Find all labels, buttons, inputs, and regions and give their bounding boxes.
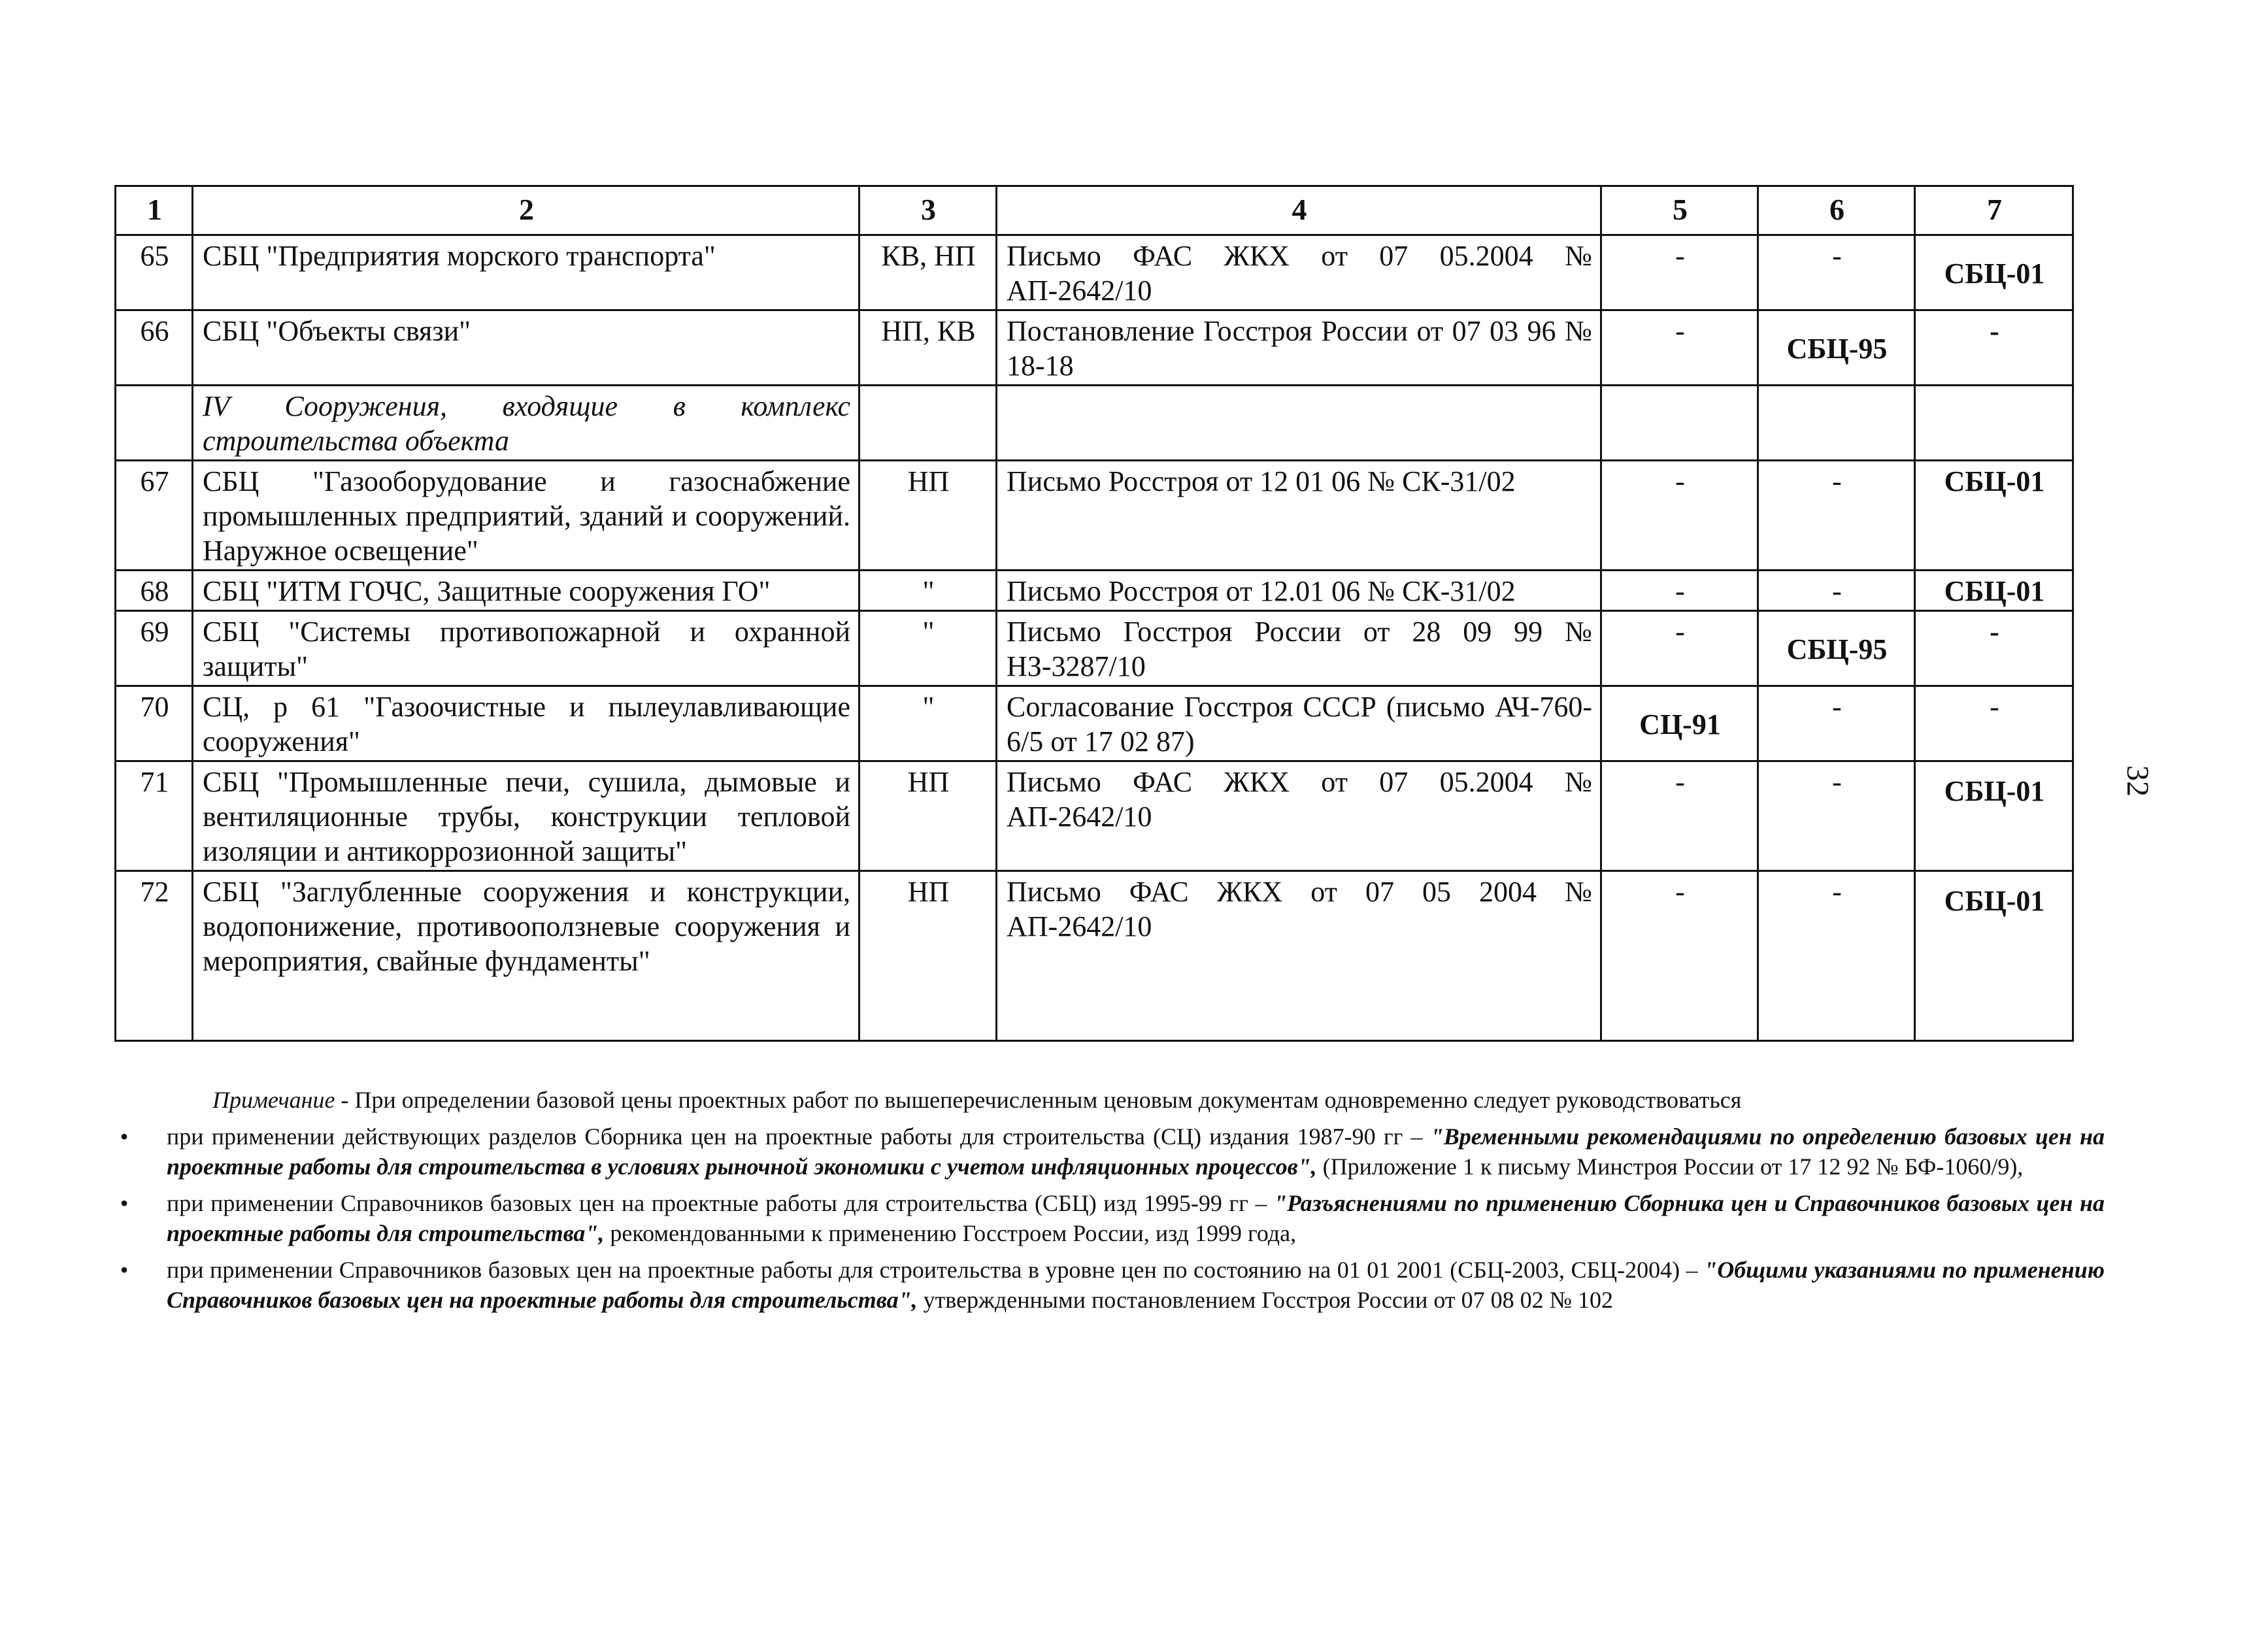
table-row [116,686,2073,761]
note-block [114,1085,2105,1315]
document-name: СБЦ "ИТМ ГОЧС, Защитные сооружения ГО" [193,571,859,611]
document-name: СБЦ "Объекты связи" [193,310,859,386]
col5-value: - [1601,871,1758,1041]
approval-document: Письмо Росстроя от 12 01 06 № СК-31/02 [997,461,1601,571]
section-heading: IV Сооружения, входящие в комплекс строительства объекта [193,386,859,461]
col7-value: СБЦ-01 [1915,461,2073,571]
approval-document: Письмо ФАС ЖКХ от 07 05.2004 № АП-2642/10 [997,235,1601,310]
col5-value: - [1601,571,1758,611]
col5-value: - [1601,310,1758,386]
approval-document: Постановление Госстроя России от 07 03 96 № 18-18 [997,310,1601,386]
col6-value: - [1758,871,1915,1041]
table-row [116,235,2073,310]
work-type: НП [859,761,997,871]
note-item-reference: "Общими указаниями по применению Справочников базовых цен на проектные работы для строительства", [167,1257,2105,1313]
table-section-row [116,386,2073,461]
row-number: 65 [116,235,193,310]
document-name: СБЦ "Предприятия морского транспорта" [193,235,859,310]
note-intro [114,1085,2105,1115]
row-number [116,386,193,461]
table-row [116,571,2073,611]
header-cell: 2 [193,186,859,235]
approval-document: Согласование Госстроя СССР (письмо АЧ-760-6/5 от 17 02 87) [997,686,1601,761]
col7-value: - [1915,611,2073,686]
work-type: " [859,686,997,761]
table-header-row [116,186,2073,235]
approval-document: Письмо Росстроя от 12.01 06 № СК-31/02 [997,571,1601,611]
document-name: СБЦ "Системы противопожарной и охранной защиты" [193,611,859,686]
col6-value: - [1758,461,1915,571]
header-cell: 6 [1758,186,1915,235]
col6-value: - [1758,686,1915,761]
row-number: 72 [116,871,193,1041]
document-name: СБЦ "Промышленные печи, сушила, дымовые и вентиляционные трубы, конструкции тепловой изоляции и антикоррозионной защиты" [193,761,859,871]
note-intro-text: При определении базовой цены проектных работ по вышеперечисленным ценовым документам одновременно следует руководствоваться [354,1087,1742,1113]
row-number: 68 [116,571,193,611]
col5-value: - [1601,235,1758,310]
list-item [114,1188,2105,1248]
col7-value: СБЦ-01 [1915,761,2073,871]
col6-value: СБЦ-95 [1758,310,1915,386]
col6-value: - [1758,571,1915,611]
table-row [116,310,2073,386]
note-item-reference: "Временными рекомендациями по определению базовых цен на проектные работы для строительства в условиях рыночной экономики с учетом инфляционных процессов", [167,1123,2105,1180]
row-number: 69 [116,611,193,686]
page-number: 32 [2120,765,2155,797]
col6-value: - [1758,761,1915,871]
bullet-icon: • [120,1123,129,1150]
price-documents-table [114,185,2074,1042]
list-item [114,1255,2105,1315]
col7-value: СБЦ-01 [1915,571,2073,611]
note-list [114,1121,2105,1315]
bullet-icon: • [120,1257,129,1283]
header-cell: 3 [859,186,997,235]
header-cell: 4 [997,186,1601,235]
bullet-icon: • [120,1190,129,1216]
col5-value [1601,386,1758,461]
list-item [114,1121,2105,1182]
table-row [116,611,2073,686]
work-type: КВ, НП [859,235,997,310]
note-item-lead: при применении Справочников базовых цен на проектные работы для строительства в уровне цен по состоянию на 01 01 2001 (СБЦ-2003, СБЦ-2004) – [167,1257,1698,1283]
work-type: НП [859,461,997,571]
document-name: СЦ, р 61 "Газоочистные и пылеулавливающие сооружения" [193,686,859,761]
note-item-reference: "Разъяснениями по применению Сборника цен и Справочников базовых цен на проектные работы для строительства", [167,1190,2105,1246]
col5-value: - [1601,611,1758,686]
work-type: " [859,571,997,611]
col7-value: - [1915,310,2073,386]
note-label: Примечание - [212,1087,349,1113]
approval-document: Письмо Госстроя России от 28 09 99 № НЗ-3287/10 [997,611,1601,686]
header-cell: 1 [116,186,193,235]
document-name: СБЦ "Заглубленные сооружения и конструкции, водопонижение, противооползневые сооружения и мероприятия, свайные фундаменты" [193,871,859,1041]
col5-value: - [1601,461,1758,571]
row-number: 67 [116,461,193,571]
row-number: 66 [116,310,193,386]
row-number: 71 [116,761,193,871]
header-cell: 5 [1601,186,1758,235]
row-number: 70 [116,686,193,761]
col6-value: СБЦ-95 [1758,611,1915,686]
approval-document [997,386,1601,461]
col7-value [1915,386,2073,461]
col7-value: СБЦ-01 [1915,871,2073,1041]
col7-value: СБЦ-01 [1915,235,2073,310]
table-row [116,871,2073,1041]
header-cell: 7 [1915,186,2073,235]
table-row [116,761,2073,871]
note-item-tail: утвержденными постановлением Госстроя России от 07 08 02 № 102 [923,1287,1613,1313]
document-name: СБЦ "Газооборудование и газоснабжение промышленных предприятий, зданий и сооружений. Наружное освещение" [193,461,859,571]
work-type: НП [859,871,997,1041]
table-row [116,461,2073,571]
note-item-lead: при применении Справочников базовых цен на проектные работы для строительства (СБЦ) изд 1995-99 гг – [167,1190,1267,1216]
work-type: НП, КВ [859,310,997,386]
col5-value: - [1601,761,1758,871]
approval-document: Письмо ФАС ЖКХ от 07 05.2004 № АП-2642/10 [997,761,1601,871]
note-item-lead: при применении действующих разделов Сборника цен на проектные работы для строительства (СЦ) издания 1987-90 гг – [167,1123,1423,1150]
work-type [859,386,997,461]
col5-value: СЦ-91 [1601,686,1758,761]
note-item-tail: (Приложение 1 к письму Минстроя России от 17 12 92 № БФ-1060/9), [1322,1153,2024,1180]
work-type: " [859,611,997,686]
col6-value: - [1758,235,1915,310]
col7-value: - [1915,686,2073,761]
approval-document: Письмо ФАС ЖКХ от 07 05 2004 № АП-2642/10 [997,871,1601,1041]
note-item-tail: рекомендованными к применению Госстроем России, изд 1999 года, [610,1220,1297,1246]
col6-value [1758,386,1915,461]
